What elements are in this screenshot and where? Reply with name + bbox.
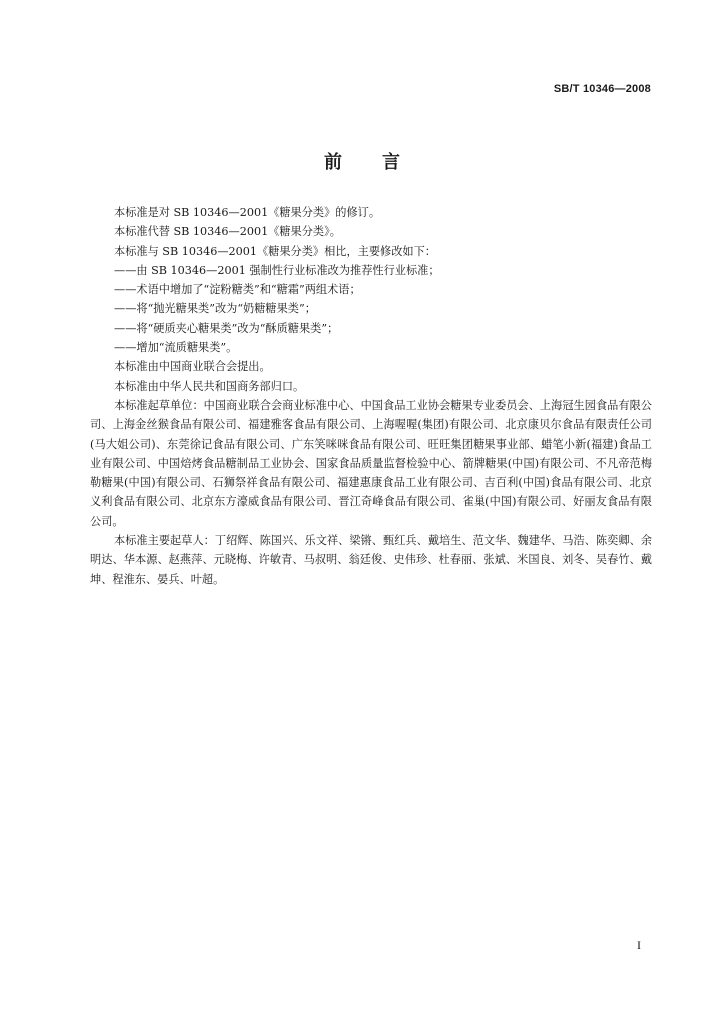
foreword-body: [90, 203, 652, 589]
paragraph-replaces: 本标准代替 SB 10346—2001《糖果分类》。: [114, 225, 341, 239]
change-item: ——术语中增加了“淀粉糖类”和“糖霜”两组术语；: [114, 283, 361, 297]
page-title: 前言: [324, 152, 440, 173]
change-item: ——将“硬质夹心糖果类”改为“酥质糖果类”；: [114, 321, 339, 335]
change-item: ——将“抛光糖果类”改为“奶糖糖果类”；: [114, 302, 316, 316]
change-item: ——增加“流质糖果类”。: [114, 341, 238, 355]
paragraph-changes-intro: 本标准与 SB 10346—2001《糖果分类》相比，主要修改如下：: [114, 244, 436, 258]
paragraph-administrator: 本标准由中华人民共和国商务部归口。: [114, 379, 305, 393]
standard-code: SB/T 10346—2008: [553, 83, 651, 95]
paragraph-proposer: 本标准由中国商业联合会提出。: [114, 360, 271, 374]
paragraph-drafters: 本标准主要起草人：丁绍辉、陈国兴、乐文祥、梁锵、甄红兵、戴培生、范文华、魏建华、马浩、陈奕卿、余明达、华本源、赵燕萍、元晓梅、许敏青、马叔明、翁廷俊、史伟珍、杜春丽、张斌、米国良、刘冬、吴春竹、戴坤、程淮东、晏兵、叶超。: [90, 534, 652, 586]
change-item: ——由 SB 10346—2001 强制性行业标准改为推荐性行业标准；: [114, 263, 440, 277]
page-number: I: [637, 938, 641, 952]
paragraph-drafting-units: 本标准起草单位：中国商业联合会商业标准中心、中国食品工业协会糖果专业委员会、上海冠生园食品有限公司、上海金丝猴食品有限公司、福建雅客食品有限公司、上海喔喔(集团)有限公司、北京康贝尔食品有限责任公司(马大姐公司)、东莞徐记食品有限公司、广东笑咪咪食品有限公司、旺旺集团糖果事业部、蜡笔小新(福建)食品工业有限公司、中国焙烤食品糖制品工业协会、国家食品质量监督检验中心、箭牌糖果(中国)有限公司、不凡帝范梅勒糖果(中国)有限公司、石狮祭祥食品有限公司、福建惠康食品工业有限公司、吉百利(中国)食品有限公司、北京义利食品有限公司、北京东方濠威食品有限公司、晋江奇峰食品有限公司、雀巢(中国)有限公司、好丽友食品有限公司。: [90, 398, 652, 528]
paragraph-revision: 本标准是对 SB 10346—2001《糖果分类》的修订。: [114, 206, 381, 219]
